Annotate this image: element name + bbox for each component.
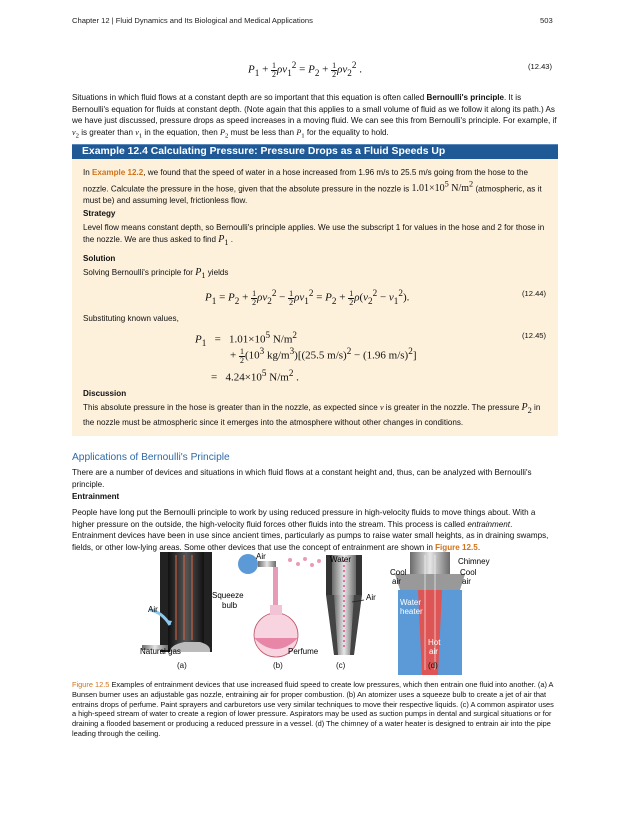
label-squeeze: Squeeze: [212, 591, 244, 600]
label-air-b: Air: [256, 552, 266, 561]
label-natural-gas: Natural gas: [140, 647, 181, 656]
panel-label-a: (a): [177, 661, 187, 670]
label-cool-air-right: Cool: [460, 568, 477, 577]
figure-caption: Figure 12.5 Examples of entrainment devices that use increased fluid speed to create low pressures, which then entrain one fluid into another. (a) A Bunsen burner uses an adjustable gas nozzle, entraining air for proper combustion. (b) An atomizer uses a squeeze bulb to create a jet of air that entrains drops of perfume. Paint sprayers and carburetors use very similar techniques to move their respective liquids. (c) A common aspirator uses a high-speed stream of water to create a region of lower pressure. Aspirators may be used as suction pumps in dental and surgical situations or for draining a flooded basement or producing a reduced pressure in a vessel. (d) The chimney of a water heater is designed to entrain air into the pipe leading through the ceiling.: [72, 680, 554, 738]
label-cool-air-left-2: air: [392, 577, 401, 586]
label-air-a: Air: [148, 605, 158, 614]
equation-12-45-line2: + $\frac{1}{2}$ ($10^3$ $kg/m^3)[(25.5$ m/s)$^2$ − (1.96 m/s)$^2$]: [230, 346, 417, 365]
panel-label-b: (b): [273, 661, 283, 670]
equation-12-43: $P_1$ + $\frac{1}{2}$ $\rho v_1^2 = P_2$ + $\frac{1}{2}$ $\rho v_2^2$ .: [248, 60, 362, 79]
applications-text: There are a number of devices and situations in which fluid flows at a constant height and, thus, can be analyzed with Bernoulli's principle.: [72, 468, 532, 489]
discussion-text: This absolute pressure in the hose is greater than in the nozzle, as expected since v is greater in the nozzle. The pressure $P_2$ in the nozzle must be atmospheric since it emerges into the atmosphere without other changes in conditions.: [83, 402, 541, 427]
solution-text: Solving Bernoulli's principle for $P_1$ yields: [83, 267, 229, 280]
aspirator: [326, 555, 364, 655]
example-intro: In Example 12.2, we found that the speed of water in a hose increased from 1.96 m/s to 25.5 m/s going from the hose to the nozzle. Calculate the pressure in the hose, given that the absolute pressure in the nozzle is $1.01\times 10^5$ $N/m^2$ (atmospheric, as it must be) and assuming level, frictionless flow.: [83, 168, 542, 205]
atomizer: [238, 554, 321, 657]
label-air-c: Air: [366, 593, 376, 602]
entrainment-heading: Entrainment: [72, 492, 120, 501]
panel-label-d: (d): [428, 661, 438, 670]
running-header: Chapter 12 | Fluid Dynamics and Its Biological and Medical Applications: [72, 16, 313, 25]
strategy-text: Level flow means constant depth, so Bernoulli's principle applies. We use the subscript 1 for values in the hose and 2 for those in the nozzle. We are thus asked to find $P_1$ .: [83, 223, 545, 247]
label-cool-air-left: Cool: [390, 568, 407, 577]
label-perfume: Perfume: [288, 647, 319, 656]
figure-12-5-illustration: [140, 550, 510, 675]
solution-heading: Solution: [83, 254, 116, 263]
label-chimney: Chimney: [458, 557, 490, 566]
equation-number: (12.44): [522, 289, 547, 298]
equation-12-45-line3: = $4.24\times 10^5$ $N/m^2$ .: [211, 368, 299, 384]
page-number: 503: [540, 16, 553, 25]
example-12-2-link[interactable]: Example 12.2: [92, 168, 144, 177]
label-cool-air-right-2: air: [462, 577, 471, 586]
label-water-heater-2: heater: [400, 607, 423, 616]
example-title-bar: [72, 144, 558, 160]
equation-number: (12.43): [528, 62, 553, 71]
bernoulli-principle-paragraph: Situations in which fluid flows at a constant depth are so important that this equation is often called Bernoulli's principle. It is Bernoulli's equation for fluids at constant depth. (Note again that this applies to a small volume of fluid as we follow it along its path.) As we have just discussed, pressure drops as speed increases in a moving fluid. We can see this from Bernoulli's principle. For example, if $v_2$ is greater than $v_1$ in the equation, then $P_2$ must be less than $P_1$ for the equality to hold.: [72, 93, 557, 140]
equation-12-45-line1: $P_1 = 1.01\times 10^5$ $N/m^2$: [195, 330, 297, 348]
section-heading: Applications of Bernoulli's Principle: [72, 452, 230, 463]
figure-12-5-link[interactable]: Figure 12.5: [435, 542, 478, 552]
example-title: Example 12.4 Calculating Pressure: Pressure Drops as a Fluid Speeds Up: [82, 146, 446, 157]
strategy-heading: Strategy: [83, 209, 116, 218]
label-bulb: bulb: [222, 601, 238, 610]
label-water-heater: Water: [400, 598, 422, 607]
substituting-text: Substituting known values,: [83, 314, 179, 323]
panel-label-c: (c): [336, 661, 346, 670]
label-water: Water: [330, 555, 352, 564]
bunsen-burner: [142, 552, 212, 652]
label-hot-air-2: air: [429, 647, 438, 656]
equation-number: (12.45): [522, 331, 547, 340]
equation-12-44: $P_1 = P_2$ + $\frac{1}{2}$ $\rho v_2^2$ − $\frac{1}{2}$ $\rho v_1^2 = P_2$ + $\frac{1}{2}$ $\rho(v_2^2 - v_1^2)$.: [205, 288, 410, 307]
entrainment-text: People have long put the Bernoulli principle to work by using reduced pressure in high-velocity fluids to move things about. With a higher pressure on the outside, the high-velocity fluid forces other fluids into the stream. This process is called entrainment. Entrainment devices have been in use since ancient times, particularly as pumps to raise water small heights, as in draining swamps, fields, or other low-lying areas. Some other devices that use the concept of entrainment are shown in Figure 12.5.: [72, 508, 549, 552]
discussion-heading: Discussion: [83, 389, 127, 398]
label-hot-air: Hot: [428, 638, 441, 647]
